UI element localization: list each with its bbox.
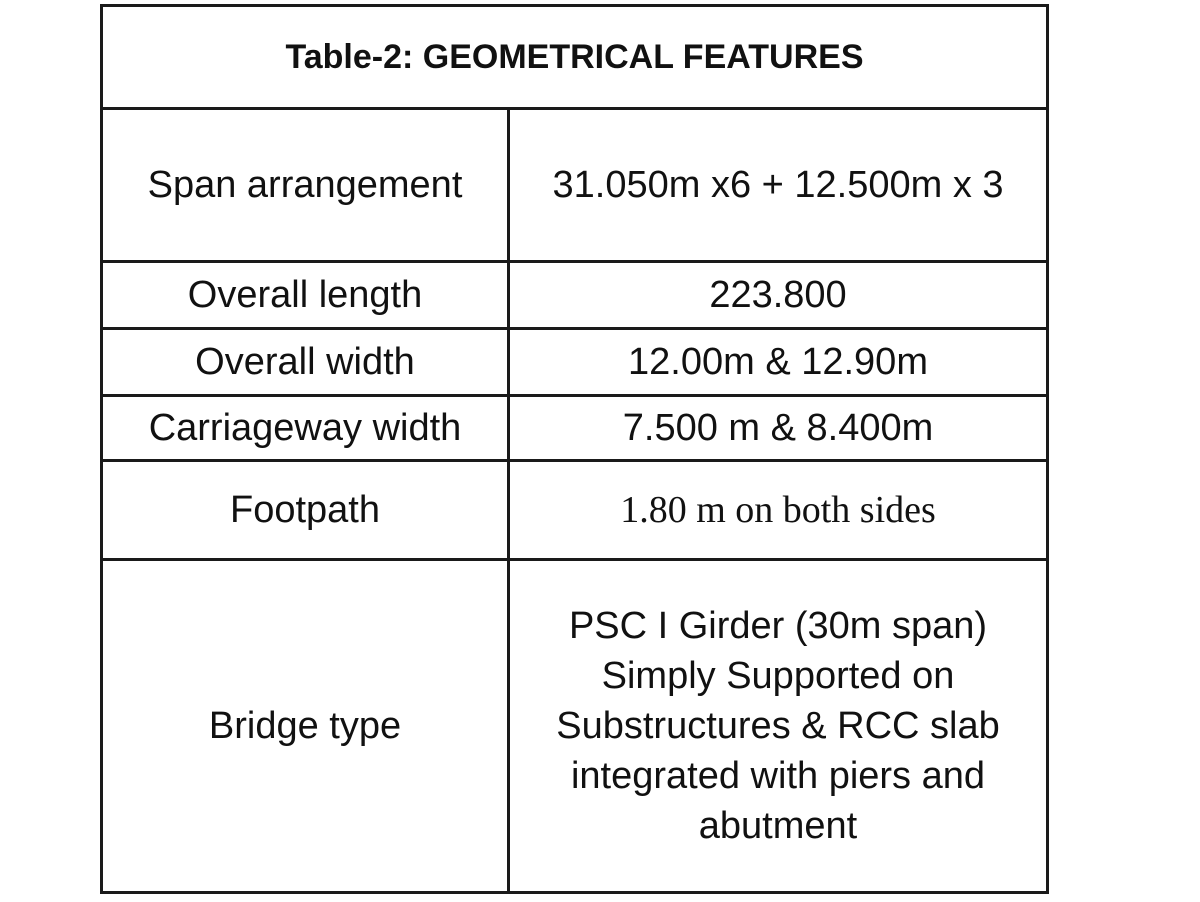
row-value: 31.050m x6 + 12.500m x 3 (509, 109, 1048, 262)
row-label: Overall length (102, 262, 509, 329)
row-value: PSC I Girder (30m span) Simply Supported on Substructures & RCC slab integrated with piers and abutment (509, 560, 1048, 893)
table-title: Table-2: GEOMETRICAL FEATURES (102, 6, 1048, 109)
row-label: Bridge type (102, 560, 509, 893)
table-row (102, 461, 1048, 560)
table-row (102, 560, 1048, 893)
row-label: Footpath (102, 461, 509, 560)
table-row (102, 109, 1048, 262)
row-value: 223.800 (509, 262, 1048, 329)
row-label: Overall width (102, 329, 509, 396)
row-value: 12.00m & 12.90m (509, 329, 1048, 396)
geometrical-features-table (100, 4, 1049, 894)
row-label: Carriageway width (102, 396, 509, 461)
row-value: 7.500 m & 8.400m (509, 396, 1048, 461)
row-value: 1.80 m on both sides (509, 461, 1048, 560)
table-row (102, 396, 1048, 461)
table-row (102, 329, 1048, 396)
table-row (102, 262, 1048, 329)
table-title-row (102, 6, 1048, 109)
row-label: Span arrangement (102, 109, 509, 262)
